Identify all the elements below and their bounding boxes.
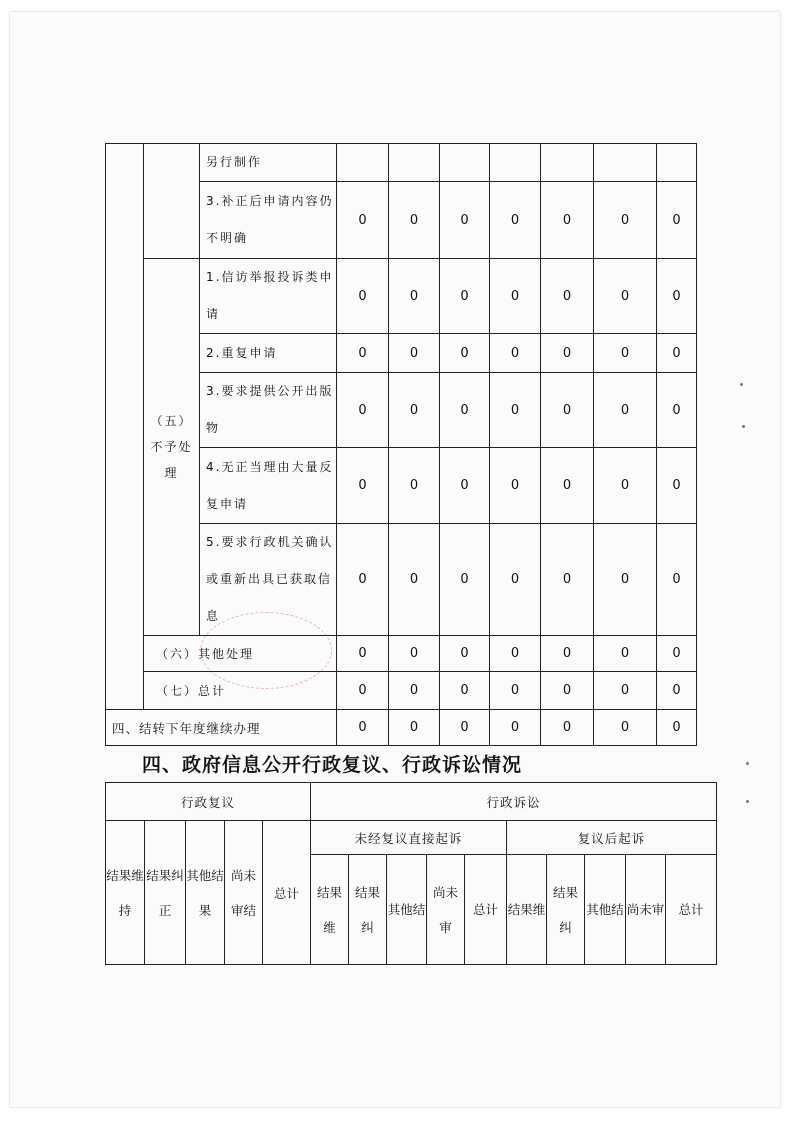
column-header: 总计	[465, 855, 507, 965]
value-cell: 0	[490, 182, 541, 259]
value-cell: 0	[440, 636, 490, 672]
column-header: 尚未审结	[225, 821, 263, 965]
table-row	[106, 636, 697, 672]
value-cell: 0	[594, 524, 657, 636]
value-cell: 0	[541, 259, 594, 334]
value-cell: 0	[440, 448, 490, 524]
value-cell: 0	[440, 334, 490, 373]
value-cell: 0	[389, 259, 440, 334]
value-cell: 0	[657, 182, 697, 259]
value-cell: 0	[440, 524, 490, 636]
value-cell: 0	[541, 334, 594, 373]
value-cell: 0	[440, 259, 490, 334]
value-cell: 0	[440, 373, 490, 448]
value-cell: 0	[389, 448, 440, 524]
value-cell: 0	[541, 672, 594, 710]
value-cell: 0	[389, 182, 440, 259]
value-cell: 0	[490, 710, 541, 746]
row-label: 四、结转下年度继续办理	[106, 710, 337, 746]
value-cell: 0	[440, 710, 490, 746]
value-cell: 0	[657, 373, 697, 448]
value-cell: 0	[594, 182, 657, 259]
row-label: 3.要求提供公开出版物	[200, 373, 337, 448]
column-header: 总计	[263, 821, 311, 965]
subgroup-header-after-review: 复议后起诉	[507, 821, 717, 855]
value-cell: 0	[389, 524, 440, 636]
table-row	[106, 821, 717, 855]
merged-left-cell	[106, 144, 144, 710]
value-cell: 0	[337, 672, 389, 710]
column-header: 总计	[666, 855, 717, 965]
merged-category-cell	[144, 144, 200, 259]
value-cell: 0	[337, 182, 389, 259]
column-header: 结果维	[311, 855, 349, 965]
column-header: 其他结	[585, 855, 626, 965]
value-cell: 0	[490, 334, 541, 373]
column-header: 尚未审	[626, 855, 666, 965]
value-cell: 0	[541, 448, 594, 524]
category-label: （五）	[150, 414, 193, 428]
value-cell: 0	[594, 710, 657, 746]
column-header: 其他结	[387, 855, 427, 965]
value-cell: 0	[541, 710, 594, 746]
row-label: 2.重复申请	[200, 334, 337, 373]
value-cell: 0	[594, 636, 657, 672]
value-cell: 0	[490, 524, 541, 636]
column-header: 尚未审	[427, 855, 465, 965]
value-cell: 0	[389, 334, 440, 373]
value-cell: 0	[490, 448, 541, 524]
value-cell: 0	[541, 182, 594, 259]
value-cell: 0	[389, 636, 440, 672]
value-cell: 0	[490, 259, 541, 334]
column-header: 结果纠	[547, 855, 585, 965]
value-cell: 0	[440, 182, 490, 259]
value-cell: 0	[389, 373, 440, 448]
value-cell: 0	[490, 373, 541, 448]
scan-speck	[742, 425, 745, 428]
column-header: 结果维	[507, 855, 547, 965]
column-header: 结果纠	[349, 855, 387, 965]
row-label: 1.信访举报投诉类申请	[200, 259, 337, 334]
value-cell: 0	[657, 672, 697, 710]
column-header: 结果纠正	[145, 821, 186, 965]
column-header: 结果维持	[106, 821, 145, 965]
row-label: 3.补正后申请内容仍不明确	[200, 182, 337, 259]
row-label: 4.无正当理由大量反复申请	[200, 448, 337, 524]
section-heading: 四、政府信息公开行政复议、行政诉讼情况	[142, 754, 523, 776]
value-cell: 0	[490, 672, 541, 710]
row-label: （七）总计	[144, 672, 337, 710]
scan-speck	[746, 762, 749, 765]
value-cell: 0	[541, 373, 594, 448]
value-cell: 0	[337, 636, 389, 672]
scan-speck	[740, 383, 743, 386]
value-cell: 0	[440, 672, 490, 710]
table-row	[106, 783, 717, 821]
column-header: 其他结果	[186, 821, 225, 965]
value-cell: 0	[657, 259, 697, 334]
value-cell: 0	[490, 636, 541, 672]
row-label: 5.要求行政机关确认或重新出具已获取信息	[200, 524, 337, 636]
row-label: 另行制作	[200, 144, 337, 182]
value-cell: 0	[657, 636, 697, 672]
value-cell: 0	[657, 710, 697, 746]
value-cell: 0	[389, 710, 440, 746]
value-cell: 0	[594, 448, 657, 524]
table-row	[106, 144, 697, 182]
value-cell: 0	[541, 524, 594, 636]
group-header-review: 行政复议	[106, 783, 311, 821]
group-header-litigation: 行政诉讼	[311, 783, 717, 821]
value-cell: 0	[657, 448, 697, 524]
value-cell: 0	[337, 448, 389, 524]
value-cell: 0	[337, 710, 389, 746]
value-cell: 0	[594, 672, 657, 710]
value-cell: 0	[594, 373, 657, 448]
value-cell: 0	[337, 334, 389, 373]
value-cell: 0	[337, 373, 389, 448]
table-row	[106, 259, 697, 334]
value-cell: 0	[337, 524, 389, 636]
value-cell: 0	[657, 524, 697, 636]
value-cell: 0	[594, 259, 657, 334]
scan-speck	[746, 800, 749, 803]
category-cell-5	[144, 259, 200, 636]
value-cell: 0	[337, 259, 389, 334]
table-row	[106, 672, 697, 710]
category-label: 不予处理	[150, 440, 193, 480]
review-litigation-table	[105, 782, 717, 965]
table-row	[106, 710, 697, 746]
value-cell: 0	[541, 636, 594, 672]
subgroup-header-direct: 未经复议直接起诉	[311, 821, 507, 855]
row-label: （六）其他处理	[144, 636, 337, 672]
value-cell: 0	[657, 334, 697, 373]
value-cell: 0	[594, 334, 657, 373]
processing-results-table	[105, 143, 697, 746]
value-cell: 0	[389, 672, 440, 710]
